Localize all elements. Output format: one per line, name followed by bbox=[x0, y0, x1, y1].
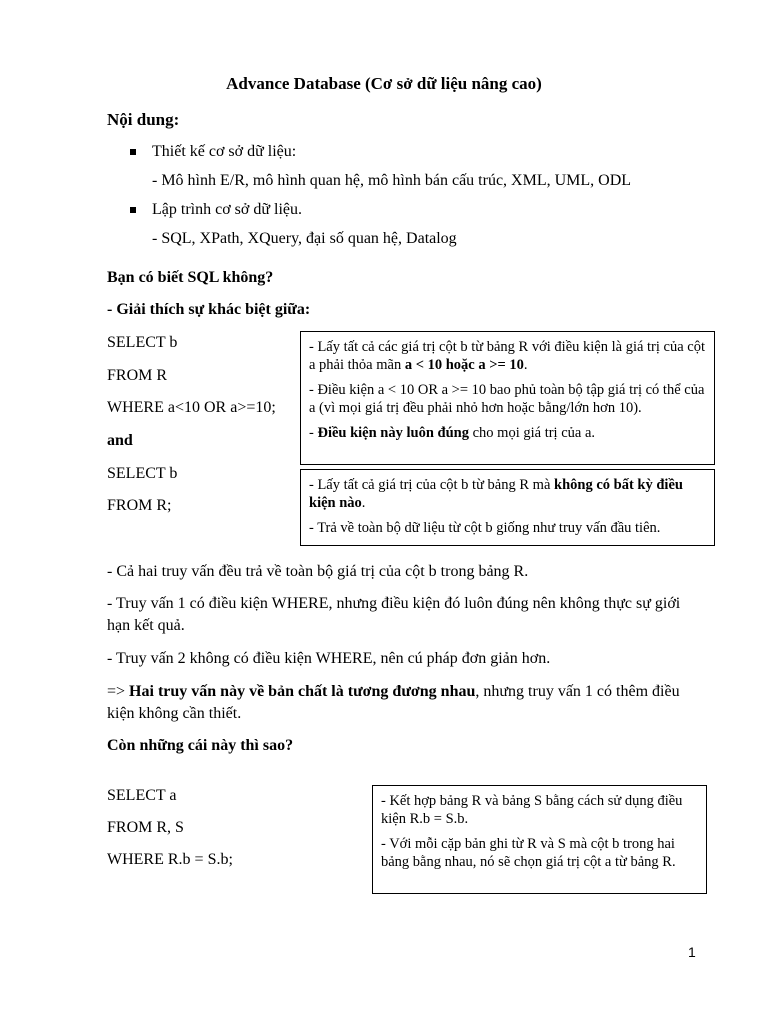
conclusion-4-text: => bbox=[107, 683, 130, 700]
conclusion-2: - Truy vấn 1 có điều kiện WHERE, nhưng điều kiện đó luôn đúng nên không thực sự giới hạn kết quả. bbox=[107, 595, 681, 634]
query3-line: FROM R, S bbox=[107, 819, 184, 836]
box1-text: cho mọi giá trị của a. bbox=[468, 425, 596, 441]
bullet-label-design: Thiết kế cơ sở dữ liệu: bbox=[152, 143, 297, 160]
conclusion-4 bbox=[107, 681, 697, 725]
box3-text: - Kết hợp bảng R và bảng S bằng cách sử dụng điều kiện R.b = S.b. bbox=[381, 793, 683, 827]
query3-line: SELECT a bbox=[107, 787, 177, 804]
conclusion-4-text: , nhưng truy vấn 1 có thêm điều kiện không cần thiết. bbox=[107, 683, 680, 722]
explain-heading: - Giải thích sự khác biệt giữa: bbox=[107, 301, 311, 318]
query1-line: SELECT b bbox=[107, 334, 178, 351]
explanation-box-query2 bbox=[300, 469, 715, 546]
bullet-label-programming: Lập trình cơ sở dữ liệu. bbox=[152, 201, 303, 218]
page-number: 1 bbox=[688, 944, 696, 960]
box2-text: - Trả về toàn bộ dữ liệu từ cột b giống như truy vấn đầu tiên. bbox=[309, 520, 661, 536]
conclusion-4-bold: Hai truy vấn này về bản chất là tương đương nhau bbox=[129, 683, 476, 700]
and-label: and bbox=[107, 432, 133, 449]
box1-text: - bbox=[309, 425, 318, 441]
contents-heading: Nội dung: bbox=[107, 110, 180, 129]
explanation-box-query3 bbox=[372, 785, 707, 894]
bullet-icon bbox=[130, 207, 136, 213]
box2-bold: không có bất kỳ điều kiện nào bbox=[309, 477, 683, 511]
box1-text: . bbox=[523, 357, 528, 373]
query2-line: SELECT b bbox=[107, 465, 178, 482]
conclusion-3: - Truy vấn 2 không có điều kiện WHERE, nên cú pháp đơn giản hơn. bbox=[107, 650, 551, 667]
query3-line: WHERE R.b = S.b; bbox=[107, 851, 233, 868]
explanation-box-query1 bbox=[300, 331, 715, 465]
box1-text: - Lấy tất cả các giá trị cột b từ bảng R với điều kiện là giá trị của cột a phải thỏa mãn bbox=[309, 339, 706, 373]
bullet-detail-design: - Mô hình E/R, mô hình quan hệ, mô hình bán cấu trúc, XML, UML, ODL bbox=[152, 172, 632, 189]
query1-line: FROM R bbox=[107, 367, 168, 384]
box2-text: - Lấy tất cả giá trị của cột b từ bảng R mà bbox=[309, 477, 555, 493]
document-title: Advance Database (Cơ sở dữ liệu nâng cao) bbox=[226, 74, 542, 93]
conclusion-1: - Cả hai truy vấn đều trả về toàn bộ giá trị của cột b trong bảng R. bbox=[107, 563, 529, 580]
bullet-detail-programming: - SQL, XPath, XQuery, đại số quan hệ, Datalog bbox=[152, 230, 457, 247]
box3-text: - Với mỗi cặp bản ghi từ R và S mà cột b trong hai bảng bằng nhau, nó sẽ chọn giá trị cột a từ bảng R. bbox=[381, 836, 676, 870]
box1-text: - Điều kiện a < 10 OR a >= 10 bao phủ toàn bộ tập giá trị có thể của a (vì mọi giá trị đều phải nhỏ hơn hoặc bằng/lớn hơn 10). bbox=[309, 382, 705, 416]
box1-bold: a < 10 hoặc a >= 10 bbox=[404, 357, 524, 373]
query2-line: FROM R; bbox=[107, 497, 172, 514]
bullet-icon bbox=[130, 149, 136, 155]
box1-bold: Điều kiện này luôn đúng bbox=[317, 425, 469, 441]
question-what-about: Còn những cái này thì sao? bbox=[107, 737, 294, 754]
query1-line: WHERE a<10 OR a>=10; bbox=[107, 399, 276, 416]
box2-text: . bbox=[361, 495, 366, 511]
question-sql: Bạn có biết SQL không? bbox=[107, 269, 274, 286]
